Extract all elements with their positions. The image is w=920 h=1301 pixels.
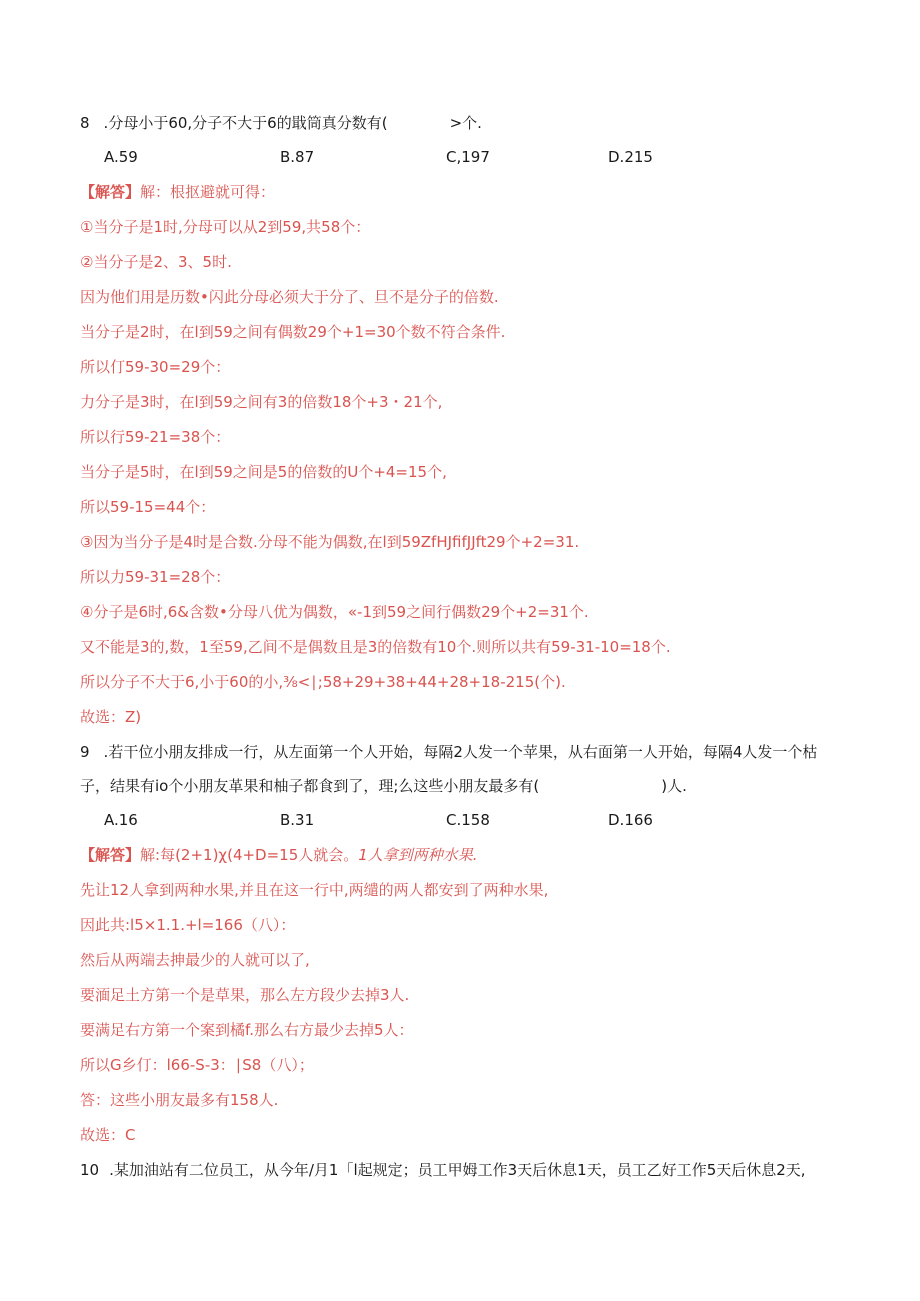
option-d: D.215 (608, 148, 653, 166)
answer-9-line-3: 然后从两端去抻最少的人就可以了, (80, 951, 310, 969)
answer-8-line-15: 故选：Z) (80, 708, 142, 726)
question-text: .某加油站有二位员工，从今年/月1「l起规定；员工甲姆工作3天后休息1天，员工乙好工作5天后休息2天, (109, 1161, 806, 1179)
question-number: 9 (80, 743, 90, 761)
question-text: .若干位小朋友排成一行，从左面第一个人开始，每隔2人发一个苹果，从右面第一人开始，每隔4人发一个枯 (103, 743, 818, 761)
answer-text: 解:每(2+1)χ(4+D=15人就会。 (140, 846, 359, 864)
answer-8-line-1: ①当分子是1时,分母可以从2到59,共58个： (80, 218, 371, 236)
answer-9-line-1: 先让12人拿到两种水果,并且在这一行中,两缱的两人都安到了两种水果, (80, 881, 549, 899)
option-c: C,197 (446, 148, 490, 166)
answer-8-line-2: ②当分子是2、3、5时. (80, 253, 232, 271)
answer-8-line-12: ④分子是6时,6&含数•分母八优为偶数，«-1到59之间行偶数29个+2=31个. (80, 603, 589, 621)
answer-8-line-3: 因为他们用是历数•闪此分母必须大于分了、旦不是分子的倍数. (80, 288, 499, 306)
answer-9-line-8: 故选：C (80, 1126, 136, 1144)
question-9-line-2 (80, 775, 687, 797)
answer-8-line-8: 当分子是5时，在l到59之间是5的倍数的U个+4=15个, (80, 463, 447, 481)
answer-9-line-5: 要满足右方第一个案到橘f.那么右方最少去掉5人： (80, 1021, 414, 1039)
answer-8-line-11: 所以力59-31=28个： (80, 568, 231, 586)
option-b: B.87 (280, 148, 315, 166)
question-10 (80, 1159, 806, 1181)
answer-9-line-4: 要湎足土方第一个是草果，那么左方段少去掉3人. (80, 986, 410, 1004)
question-text: .分母小于60,分子不大于6的戢筒真分数有( (103, 114, 388, 132)
answer-8-line-9: 所以59-15=44个： (80, 498, 216, 516)
answer-8-line-6: 力分子是3时，在l到59之间有3的倍数18个+3・21个, (80, 393, 443, 411)
question-tail: >个. (449, 114, 482, 132)
option-b: B.31 (280, 811, 315, 829)
answer-8-line-10: ③因为当分子是4时是合数.分母不能为偶数,在l到59ZfHJfifJJft29个+2=31. (80, 533, 580, 551)
answer-tag: 【解答】 (80, 846, 141, 864)
answer-9-line-2: 因此共:l5×1.1.+l=166（八）： (80, 916, 296, 934)
question-tail: )人. (661, 777, 687, 795)
option-c: C.158 (446, 811, 490, 829)
answer-8-line-13: 又不能是3的,数，1至59,乙间不是偶数且是3的倍数有10个.则所以共有59-31-10=18个. (80, 638, 671, 656)
question-9-line-1 (80, 741, 817, 763)
answer-9-line-0 (80, 844, 478, 866)
answer-9-line-7: 答：这些小朋友最多有158人. (80, 1091, 279, 1109)
option-a: A.16 (104, 811, 138, 829)
answer-8-line-0 (80, 181, 275, 203)
question-text: 子，结果有io个小朋友革果和柚子都食到了，理;么这些小朋友最多有( (80, 777, 540, 795)
answer-8-line-4: 当分子是2时，在l到59之间有偶数29个+1=30个数不符合条件. (80, 323, 506, 341)
question-number: 10 (80, 1161, 100, 1179)
question-number: 8 (80, 114, 90, 132)
answer-8-line-7: 所以行59-21=38个： (80, 428, 231, 446)
answer-9-line-6: 所以G乡仃：l66-S-3：∣S8（八）； (80, 1056, 314, 1074)
question-8 (80, 112, 482, 134)
option-d: D.166 (608, 811, 653, 829)
option-a: A.59 (104, 148, 138, 166)
answer-8-line-5: 所以仃59-30=29个： (80, 358, 231, 376)
answer-text: 解：根抠避就可得： (140, 183, 276, 201)
answer-8-line-14: 所以分子不大于6,小于60的小,⅜<∣;58+29+38+44+28+18-215(个). (80, 673, 566, 691)
answer-tag: 【解答】 (80, 183, 141, 201)
answer-text-italic: 1人拿到两种水果. (358, 846, 478, 864)
